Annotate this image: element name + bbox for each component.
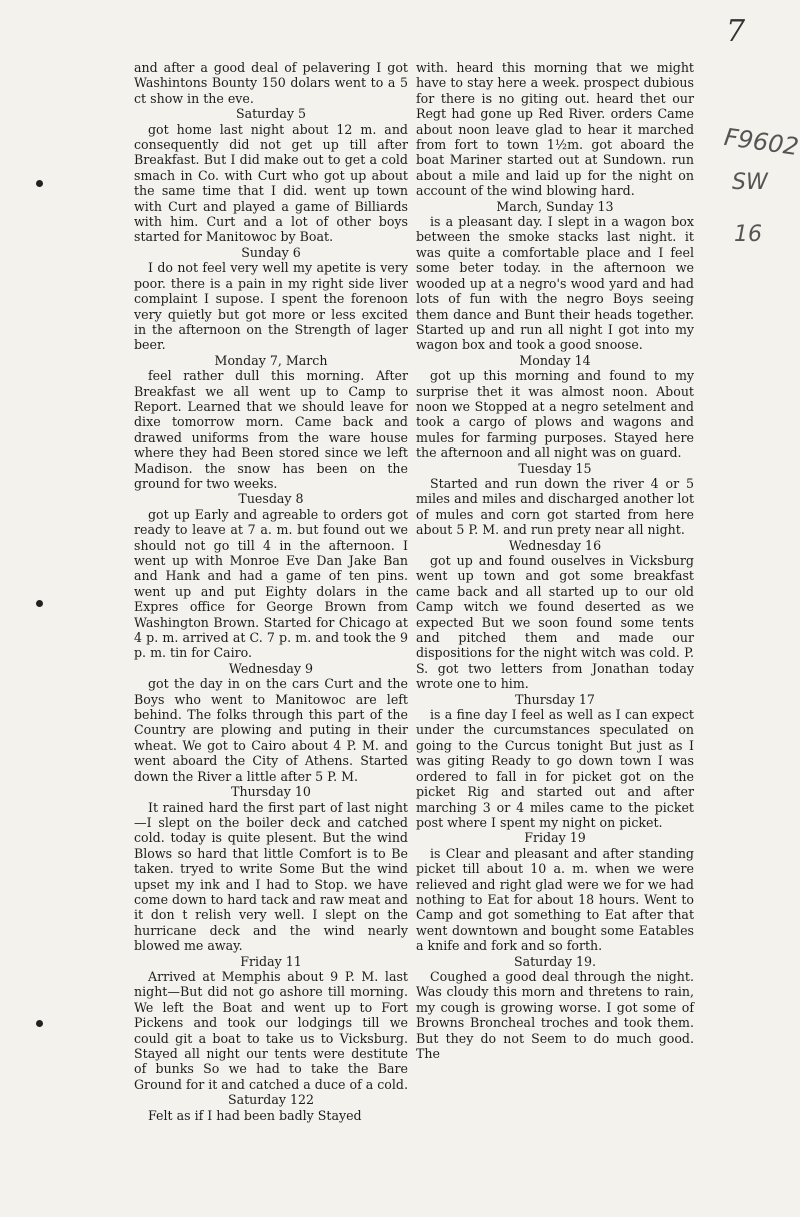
entry-paragraph: got the day in on the cars Curt and the Boys who went to Manitowoc are left behind. The folks through this part of the Country are plowing and puting in their wheat. We got to Cairo about 4 P. M. and went aboard the City of Athens. Started down the River a little after 5 P. M. — [134, 676, 408, 784]
entry-paragraph: got up this morning and found to my surprise thet it was almost noon. About noon we Stopped at a negro setelment and took a cargo of plows and wagons and mules for farming purposes. Stayed here the afternoon and all night was on guard. — [416, 368, 694, 461]
entry-paragraph: with. heard this morning that we might have to stay here a week. prospect dubious for there is no giting out. heard thet our Regt had gone up Red River. orders Came about noon leave glad to hear it marched from fort to town 1½m. got aboard the boat Mariner started out at Sundown. run about a mile and laid up for the night on account of the wind blowing hard. — [416, 60, 694, 199]
binder-hole-1 — [36, 180, 43, 187]
entry-paragraph: Coughed a good deal through the night. Was cloudy this morn and thretens to rain, my cough is growing worse. I got some of Browns Broncheal troches and took them. But they do not Seem to do much good. The — [416, 968, 694, 1061]
entry-paragraph: got up Early and agreable to orders got ready to leave at 7 a. m. but found out we should not go till 4 in the afternoon. I went up with Monroe Eve Dan Jake Ban and Hank and had a game of ten pins. went up and put Eighty dolars in the Expres office for George Brown from Washington Brown. Started for Chicago at 4 p. m. arrived at C. 7 p. m. and took the 9 p. m. tin for Cairo. — [134, 506, 408, 661]
margin-note-16: 16 — [734, 222, 762, 247]
entry-date-heading: Thursday 17 — [515, 691, 595, 707]
entry-paragraph: and after a good deal of pelavering I got Washintons Bounty 150 dolars went to a 5 ct show in the eve. — [134, 60, 408, 106]
entry-date-heading: Sunday 6 — [241, 244, 301, 260]
entry-paragraph: is Clear and pleasant and after standing picket till about 10 a. m. when we were relieved and right glad were we for we had nothing to Eat for about 18 hours. Went to Camp and got something to Eat after that went downtown and bought some Eatables a knife and fork and so forth. — [416, 845, 694, 954]
entry-date-heading: Saturday 122 — [227, 1092, 315, 1108]
entry-paragraph: I do not feel very well my apetite is very poor. there is a pain in my right side liver complaint I supose. I spent the forenoon very quietly but got more or less excited in the afternoon on the Strength of lager beer. — [134, 260, 408, 353]
entry-paragraph: feel rather dull this morning. After Breakfast we all went up to Camp to Report. Learned that we should leave for dixe tomorrow morn. Came back and drawed uniforms from the ware house where they had Been stored since we left Madison. the snow has been on the ground for two weeks. — [134, 368, 408, 491]
entry-paragraph: is a fine day I feel as well as I can expect under the curcumstances speculated on going to the Curcus tonight But just as I was giting Ready to go down town I was ordered to fall in for picket got on the picket Rig and started out and after marching 3 or 4 miles came to the picket post where I spent my night on picket. — [416, 707, 694, 830]
left-column — [134, 60, 408, 1123]
entry-date-heading: Tuesday 15 — [518, 460, 592, 476]
page-number: 7 — [726, 14, 746, 49]
entry-paragraph: Started and run down the river 4 or 5 miles and miles and discharged another lot of mules and corn got started from here about 5 P. M. and run prety near all night. — [416, 475, 694, 538]
entry-paragraph: Arrived at Memphis about 9 P. M. last night—But did not go ashore till morning. We left the Boat and went up to Fort Pickens and took our lodgings till we could git a boat to take us to Vicksburg. Stayed all night our tents were destitute of bunks So we had to take the Bare Ground for it and catched a duce of a cold. — [134, 968, 408, 1092]
entry-paragraph: is a pleasant day. I slept in a wagon box between the smoke stacks last night. it was quite a comfortable place and I feel some beter today. in the afternoon we wooded up at a negro's wood yard and had lots of fun with the negro Boys seeing them dance and Bunt their heads together. Started up and run all night I got into my wagon box and took a good snoose. — [416, 214, 694, 353]
margin-note-sw: SW — [732, 170, 768, 195]
entry-paragraph: got up and found ouselves in Vicksburg went up town and got some breakfast came back and all started up to our old Camp witch we found deserted as we expected But we soon found some tents and pitched them and made our dispositions for the night witch was cold. P. S. got two letters from Jonathan today wrote one to him. — [416, 553, 694, 692]
binder-hole-2 — [36, 600, 43, 607]
margin-note-catalog: F9602 — [722, 122, 800, 162]
binder-hole-3 — [36, 1020, 43, 1027]
entry-paragraph: It rained hard the first part of last night—I slept on the boiler deck and catched cold. today is quite plesent. But the wind Blows so hard that little Comfort is to Be taken. tryed to write Some But the wind upset my ink and I had to Stop. we have come down to hard tack and raw meat and it don t relish very well. I slept on the hurricane deck and the wind nearly blowed me away. — [134, 799, 408, 954]
entry-date-heading: March, Sunday 13 — [496, 198, 614, 214]
entry-date-heading: Monday 14 — [519, 352, 591, 368]
entry-paragraph: Felt as if I had been badly Stayed — [148, 1107, 362, 1123]
entry-date-heading: Friday 19 — [524, 830, 586, 846]
entry-date-heading: Monday 7, March — [214, 352, 328, 368]
entry-date-heading: Tuesday 8 — [238, 491, 304, 507]
entry-date-heading: Wednesday 16 — [508, 537, 602, 553]
right-column — [416, 60, 694, 1061]
entry-date-heading: Wednesday 9 — [228, 660, 314, 676]
entry-date-heading: Friday 11 — [240, 953, 302, 969]
entry-paragraph: got home last night about 12 m. and consequently did not get up till after Breakfast. But I did make out to get a cold smach in Co. with Curt who got up about the same time that I did. went up town with Curt and played a game of Billiards with him. Curt and a lot of other boys started for Manitowoc by Boat. — [134, 121, 408, 245]
entry-date-heading: Saturday 5 — [235, 106, 307, 122]
entry-date-heading: Saturday 19. — [513, 953, 597, 969]
entry-date-heading: Thursday 10 — [231, 784, 311, 800]
